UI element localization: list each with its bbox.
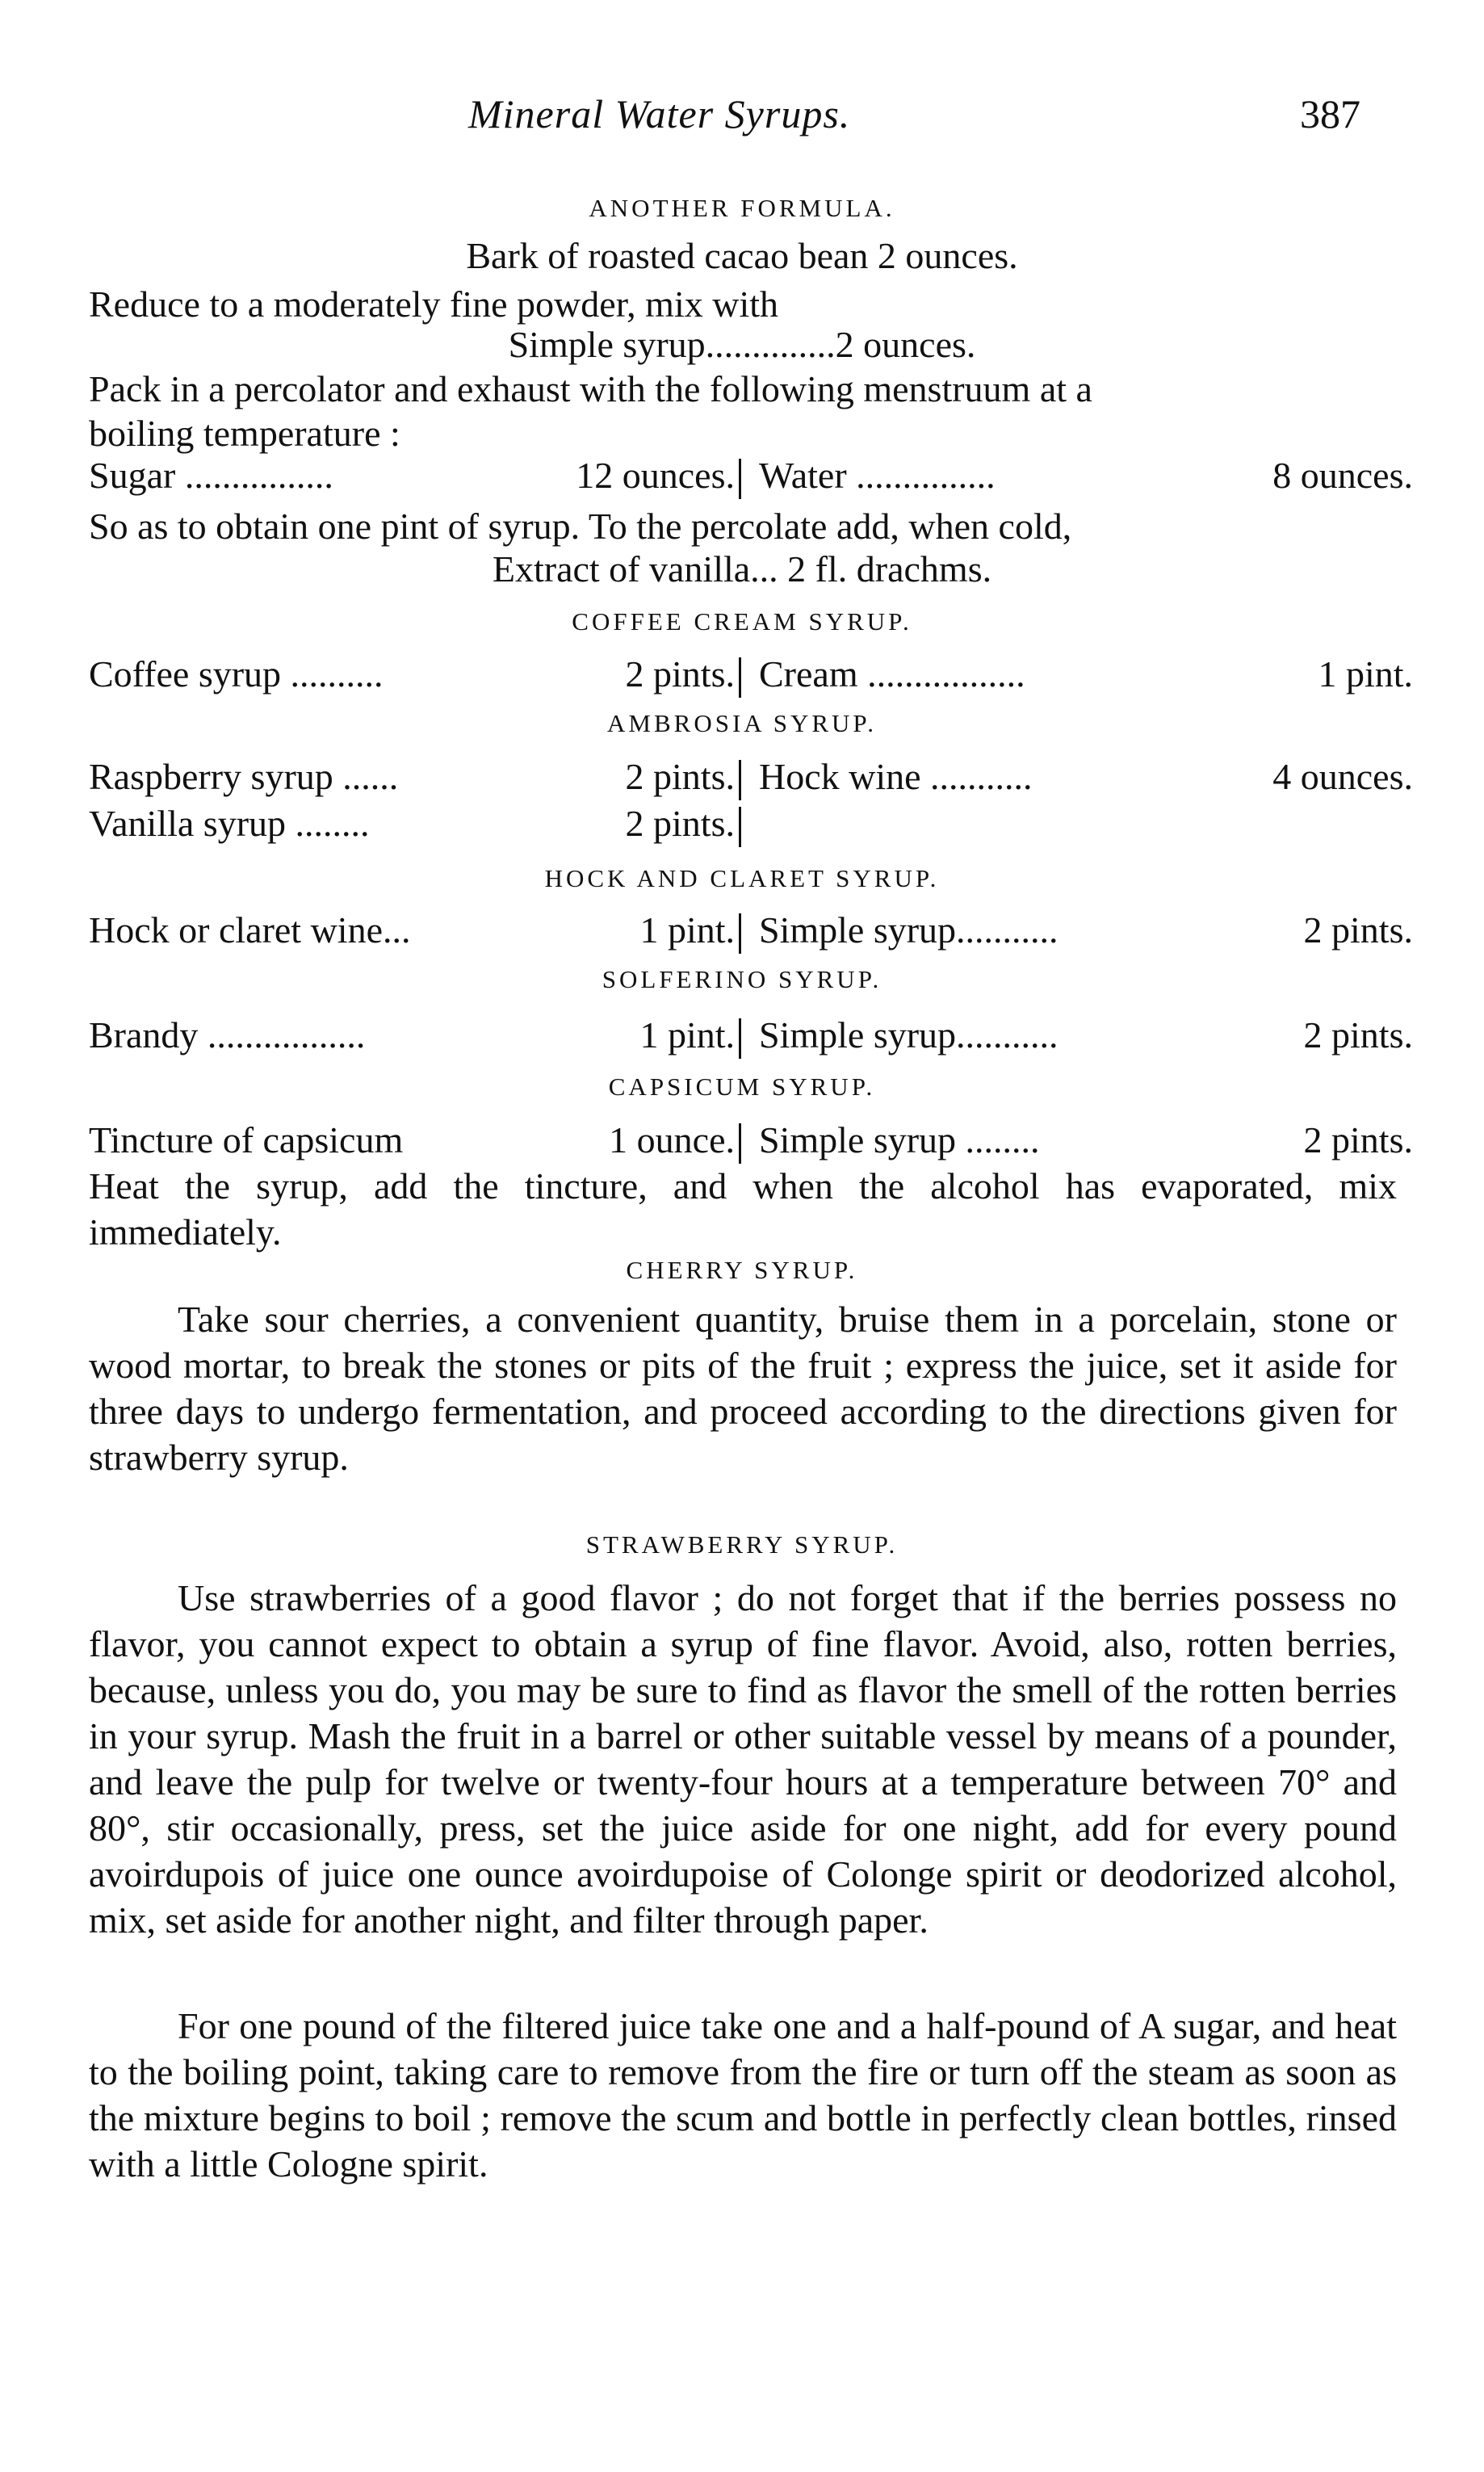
ingredient-amount: 8 ounces.	[1272, 455, 1413, 496]
formula-line: Pack in a percolator and exhaust with the following menstruum at a	[89, 368, 1092, 409]
ingredient-name: Simple syrup...........	[759, 1014, 1059, 1056]
heading-solferino: SOLFERINO SYRUP.	[602, 965, 882, 993]
running-head	[0, 90, 1484, 155]
running-title: Mineral Water Syrups.	[468, 91, 851, 136]
ingredient-name: Hock wine ...........	[759, 756, 1033, 797]
ingredient-amount: 2 pints.	[625, 803, 735, 844]
paragraph: For one pound of the filtered juice take one and a half-pound of A sugar, and heat to the boiling point, taking care to remove from the fire or turn off the steam as soon as the mixture begins to boil ; remove the scum and bottle in perfectly clean bottles, rinsed with a little Cologne spirit.	[89, 2005, 1397, 2185]
column-divider	[739, 913, 741, 954]
ingredient-row	[89, 1014, 1413, 1060]
column-divider	[739, 807, 741, 847]
formula-line: Bark of roasted cacao bean 2 ounces.	[466, 235, 1018, 276]
paragraph: Take sour cherries, a convenient quantity, bruise them in a porcelain, stone or wood mortar, to break the stones or pits of the fruit ; express the juice, set it aside for three days to undergo fermentation, and proceed according to the directions given for strawberry syrup.	[89, 1299, 1397, 1478]
ingredient-name: Coffee syrup ..........	[89, 653, 384, 695]
ingredient-table	[89, 653, 1413, 699]
ingredient-amount: 1 ounce.	[609, 1119, 735, 1160]
ingredient-row	[89, 1118, 1413, 1165]
ingredient-name: Brandy .................	[89, 1014, 366, 1056]
ingredient-row	[89, 802, 1413, 849]
heading-another-formula: ANOTHER FORMULA.	[589, 194, 895, 222]
ingredient-name: Vanilla syrup ........	[89, 803, 370, 844]
ingredient-row	[89, 755, 1413, 802]
heading-coffee-cream: COFFEE CREAM SYRUP.	[572, 607, 912, 636]
column-divider	[739, 760, 741, 800]
formula-line: Extract of vanilla... 2 fl. drachms.	[492, 548, 992, 590]
ingredient-amount: 2 pints.	[625, 653, 735, 695]
ingredient-row	[89, 909, 1413, 955]
heading-ambrosia: AMBROSIA SYRUP.	[607, 709, 877, 737]
heading-cherry: CHERRY SYRUP.	[626, 1256, 858, 1284]
ingredient-name: Water ...............	[759, 455, 996, 496]
formula-line: boiling temperature :	[89, 413, 400, 454]
ingredient-name: Cream .................	[759, 653, 1025, 695]
ingredient-amount: 1 pint.	[639, 1014, 735, 1056]
ingredient-row	[89, 653, 1413, 699]
ingredient-amount: 1 pint.	[639, 909, 735, 951]
ingredient-name: Simple syrup...........	[759, 909, 1059, 951]
ingredient-table	[89, 1118, 1413, 1165]
ingredient-name: Tincture of capsicum	[89, 1119, 404, 1160]
ingredient-name: Simple syrup ........	[759, 1119, 1040, 1160]
paragraph: Use strawberries of a good flavor ; do not forget that if the berries possess no flavor, you cannot expect to obtain a syrup of fine flavor. Avoid, also, rotten berries, because, unless you do, you may be sure to find as flavor the smell of the rotten berries in your syrup. Mash the fruit in a barrel or other suitable vessel by means of a pounder, and leave the pulp for twelve or twenty-four hours at a temperature between 70° and 80°, stir occasionally, press, set the juice aside for one night, add for every pound avoirdupois of juice one ounce avoirdupoise of Colonge spirit or deodorized alcohol, mix, set aside for another night, and filter through paper.	[89, 1577, 1397, 1941]
column-divider	[739, 1123, 741, 1164]
ingredient-amount: 2 pints.	[1303, 909, 1413, 951]
ingredient-amount: 1 pint.	[1318, 653, 1413, 695]
ingredient-row	[89, 454, 1413, 501]
ingredient-table	[89, 454, 1413, 501]
ingredient-name: Sugar ................	[89, 455, 333, 496]
paragraph: Heat the syrup, add the tincture, and when the alcohol has evaporated, mix immediately.	[89, 1165, 1397, 1253]
heading-strawberry: STRAWBERRY SYRUP.	[585, 1530, 899, 1559]
ingredient-amount: 2 pints.	[625, 756, 735, 797]
page-number: 387	[1300, 91, 1360, 136]
formula-line: So as to obtain one pint of syrup. To the percolate add, when cold,	[89, 506, 1072, 547]
heading-hock-claret: HOCK AND CLARET SYRUP.	[544, 864, 940, 892]
formula-line: Simple syrup..............2 ounces.	[508, 324, 976, 365]
ingredient-table	[89, 755, 1413, 849]
ingredient-name: Hock or claret wine...	[89, 909, 411, 951]
ingredient-name: Raspberry syrup ......	[89, 756, 399, 797]
ingredient-amount: 4 ounces.	[1272, 756, 1413, 797]
ingredient-amount: 2 pints.	[1303, 1014, 1413, 1056]
column-divider	[739, 459, 741, 499]
column-divider	[739, 1018, 741, 1059]
column-divider	[739, 657, 741, 698]
ingredient-amount: 12 ounces.	[576, 455, 735, 496]
formula-line: Reduce to a moderately fine powder, mix with	[89, 283, 779, 325]
ingredient-amount: 2 pints.	[1303, 1119, 1413, 1160]
ingredient-table	[89, 909, 1413, 955]
ingredient-table	[89, 1014, 1413, 1060]
heading-capsicum: CAPSICUM SYRUP.	[608, 1072, 876, 1101]
